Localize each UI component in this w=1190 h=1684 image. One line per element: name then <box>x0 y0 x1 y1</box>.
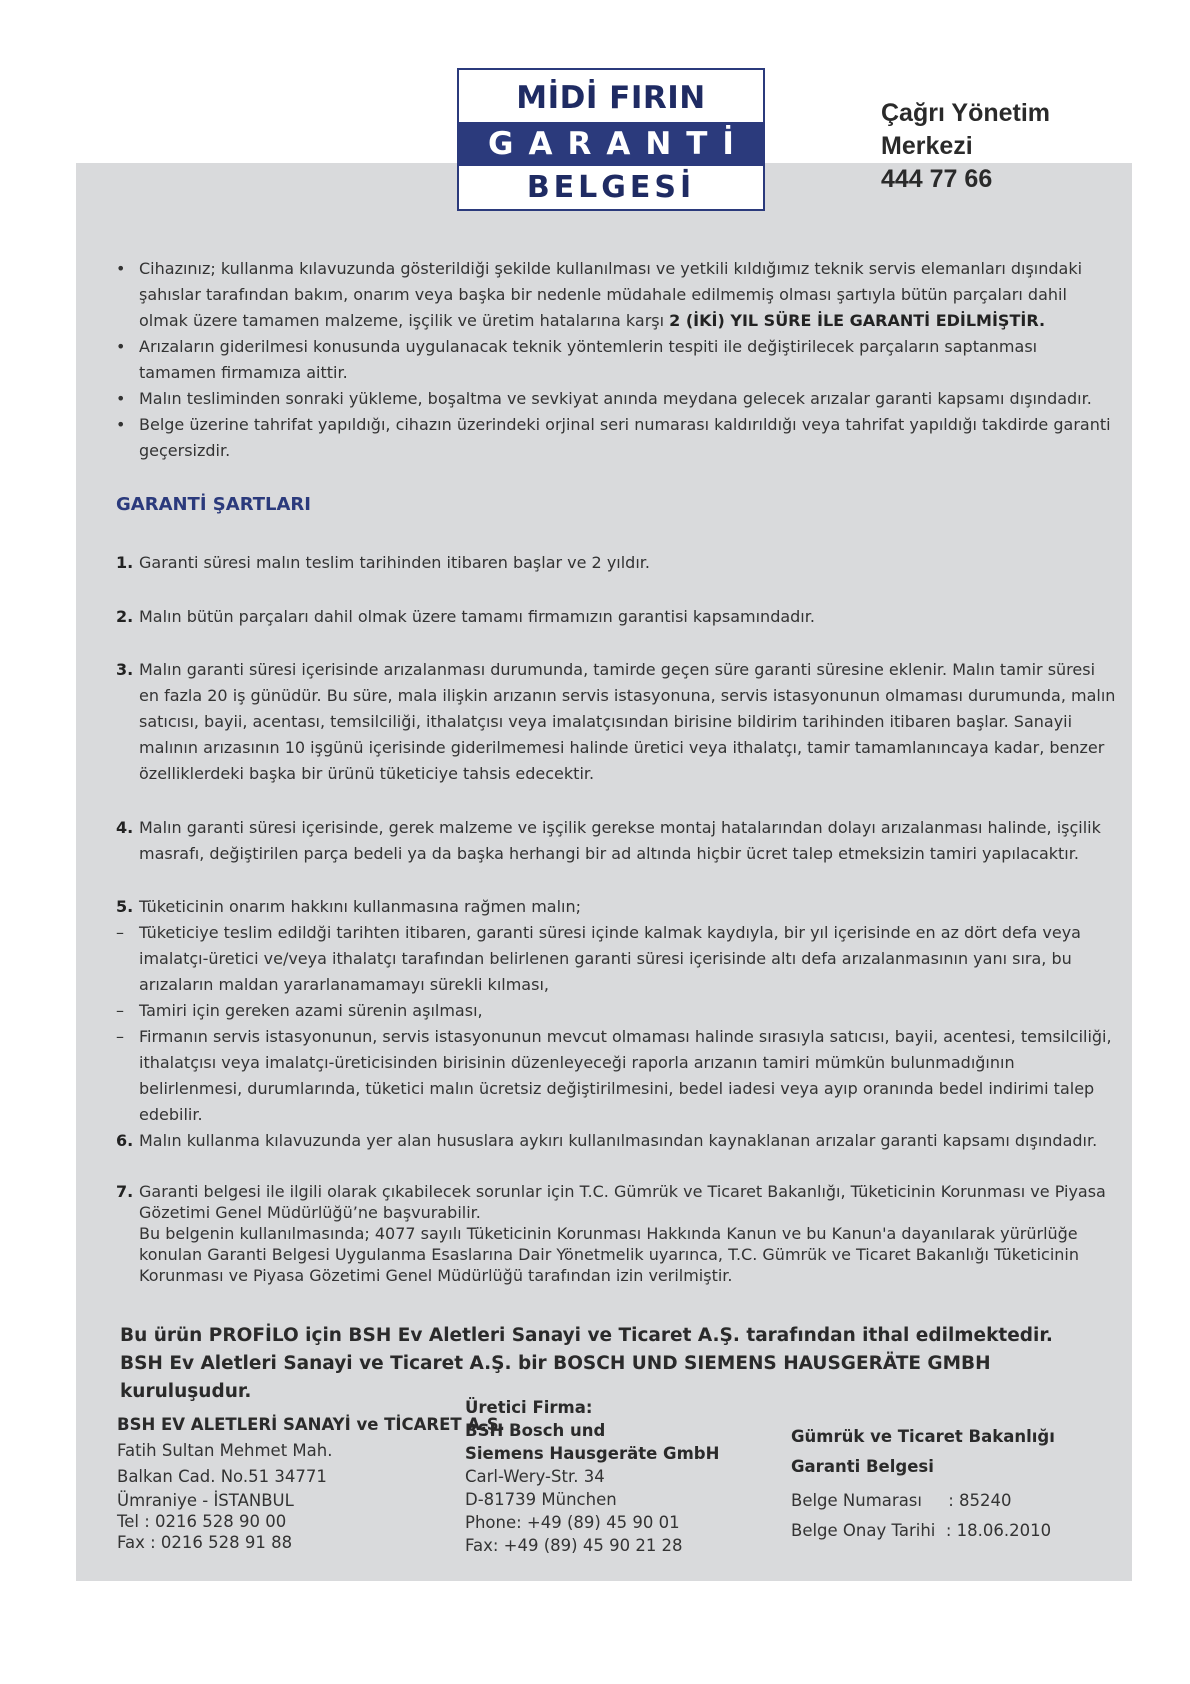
term-text: Garanti belgesi ile ilgili olarak çıkabilecek sorunlar için T.C. Gümrük ve Ticaret Bakanlığı, Tüketicinin Korunması ve Piyasa Gözetimi Genel Müdürlüğü’ne başvurabilir. <box>139 1182 1106 1222</box>
manufacturer-label: Üretici Firma: <box>465 1398 593 1417</box>
bullet-dot: • <box>116 415 126 434</box>
importer-fax: Fax : 0216 528 91 88 <box>117 1533 293 1552</box>
dash-mark: – <box>116 1027 124 1046</box>
call-center-label: Çağrı Yönetim Merkezi <box>881 99 1051 160</box>
subitem-text: Firmanın servis istasyonunun, servis istasyonunun mevcut olmaması halinde sırasıyla satıcısı, bayii, acentesi, temsilciliği, ithalatçısı veya imalatçı-üreticisinden birisinin düzenleyeceği raporla arızanın tamiri mümkün bulunmadığının belirlenmesi, durumlarında, tüketici malın ücretsiz değiştirilmesini, bedel iadesi veya ayıp oranında bedel indirimi talep edebilir. <box>139 1027 1112 1124</box>
bullet-text: Arızaların giderilmesi konusunda uygulanacak teknik yöntemlerin tespiti ile değiştirilecek parçaların saptanması tamamen firmamıza aittir. <box>139 337 1038 382</box>
approval-date: Belge Onay Tarihi : 18.06.2010 <box>791 1521 1052 1540</box>
terms-title: GARANTİ ŞARTLARI <box>116 494 311 515</box>
call-center-phone: 444 77 66 <box>881 165 993 193</box>
importer-info <box>117 1412 505 1553</box>
statement-line: Bu ürün PROFİLO için BSH Ev Aletleri Sanayi ve Ticaret A.Ş. tarafından ithal edilmektedir. <box>120 1325 1053 1346</box>
intro-bullet <box>112 412 1112 464</box>
bullet-text: Cihazınız; kullanma kılavuzunda gösterildiği şekilde kullanılması ve yetkili kıldığımız teknik servis elemanları dışındaki şahıslar tarafından bakım, onarım veya başka bir nedenle müdahale edilmemiş olması şartıyla bütün parçaları dahil olmak üzere tamamen malzeme, işçilik ve üretim hatalarına karşı <box>139 259 1083 330</box>
term-text: Garanti süresi malın teslim tarihinden itibaren başlar ve 2 yıldır. <box>139 553 650 572</box>
term-item <box>116 550 1116 576</box>
term-number: 3. <box>116 660 134 679</box>
term-number: 2. <box>116 607 134 626</box>
dash-mark: – <box>116 1001 124 1020</box>
title-box <box>457 68 765 211</box>
term5-subitem <box>116 1024 1116 1128</box>
term-text: Malın garanti süresi içerisinde arızalanması durumunda, tamirde geçen süre garanti süresine eklenir. Malın tamir süresi en fazla 20 iş günüdür. Bu süre, mala ilişkin arızanın servis istasyonuna, servis istasyonunun olmaması durumunda, malın satıcısı, bayii, acentası, temsilciliği, ithalatçısı veya imalatçısından birisine bildirim tarihinden itibaren başlar. Sanayii malının arızasının 10 işgünü içerisinde giderilmemesi halinde üretici veya ithalatçı, tamir tamamlanıncaya kadar, benzer özelliklerdeki başka bir ürünü tüketiciye tahsis edecektir. <box>139 660 1116 783</box>
warranty-period-text: 2 (İKİ) YIL SÜRE İLE GARANTİ EDİLMİŞTİR. <box>669 311 1046 330</box>
term-number: 1. <box>116 553 134 572</box>
term-text: Malın bütün parçaları dahil olmak üzere tamamı firmamızın garantisi kapsamındadır. <box>139 607 815 626</box>
ministry-doc: Garanti Belgesi <box>791 1457 934 1476</box>
title-warranty: GARANTİ <box>459 122 763 166</box>
manufacturer-fax: Fax: +49 (89) 45 90 21 28 <box>465 1536 683 1555</box>
manufacturer-name: Siemens Hausgeräte GmbH <box>465 1444 720 1463</box>
term5-subitem <box>116 998 1116 1024</box>
statement-line: BSH Ev Aletleri Sanayi ve Ticaret A.Ş. bir BOSCH UND SIEMENS HAUSGERÄTE GMBH kuruluşudur. <box>120 1353 991 1402</box>
term-item <box>116 1181 1116 1286</box>
intro-bullet <box>112 256 1112 334</box>
term-text: Malın kullanma kılavuzunda yer alan hususlara aykırı kullanılmasından kaynaklanan arızalar garanti kapsamı dışındadır. <box>139 1131 1098 1150</box>
bullet-dot: • <box>116 389 126 408</box>
certificate-number: Belge Numarası : 85240 <box>791 1491 1012 1510</box>
manufacturer-name: BSH Bosch und <box>465 1421 606 1440</box>
term-number: 7. <box>116 1182 134 1201</box>
manufacturer-phone: Phone: +49 (89) 45 90 01 <box>465 1513 680 1532</box>
term-text: Malın garanti süresi içerisinde, gerek malzeme ve işçilik gerekse montaj hatalarından dolayı arızalanması halinde, işçilik masrafı, değiştirilen parça bedeli ya da başka herhangi bir ad altında hiçbir ücret talep etmeksizin tamiri yapılacaktır. <box>139 818 1101 863</box>
importer-name: BSH EV ALETLERİ SANAYİ ve TİCARET A.Ş. <box>117 1415 505 1434</box>
term-item <box>116 657 1116 787</box>
bullet-text: Belge üzerine tahrifat yapıldığı, cihazın üzerindeki orjinal seri numarası kaldırıldığı veya tahrifat yapıldığı takdirde garanti geçersizdir. <box>139 415 1111 460</box>
importer-address: Ümraniye - İSTANBUL <box>117 1491 294 1510</box>
term5-subitem <box>116 920 1116 998</box>
importer-tel: Tel : 0216 528 90 00 <box>117 1512 287 1531</box>
intro-bullets <box>112 256 1112 464</box>
ministry-info <box>791 1422 1055 1546</box>
dash-mark: – <box>116 923 124 942</box>
title-certificate: BELGESİ <box>526 170 696 205</box>
term-item <box>116 604 1116 630</box>
bullet-text: Malın tesliminden sonraki yükleme, boşaltma ve sevkiyat anında meydana gelecek arızalar garanti kapsamı dışındadır. <box>139 389 1092 408</box>
call-center <box>881 97 1141 196</box>
term-extra-text: Bu belgenin kullanılmasında; 4077 sayılı Tüketicinin Korunması Hakkında Kanun ve bu Kanun'a dayanılarak yürürlüğe konulan Garanti Belgesi Uygulanma Esaslarına Dair Yönetmelik uyarınca, T.C. Gümrük ve Ticaret Bakanlığı Tüketicinin Korunması ve Piyasa Gözetimi Genel Müdürlüğü tarafından izin verilmiştir. <box>139 1224 1079 1285</box>
term-item <box>116 1128 1116 1154</box>
manufacturer-city: D-81739 München <box>465 1490 617 1509</box>
importer-address: Balkan Cad. No.51 34771 <box>117 1467 327 1486</box>
ministry-name: Gümrük ve Ticaret Bakanlığı <box>791 1427 1055 1446</box>
manufacturer-street: Carl-Wery-Str. 34 <box>465 1467 605 1486</box>
subitem-text: Tamiri için gereken azami sürenin aşılması, <box>139 1001 483 1020</box>
manufacturer-info <box>465 1396 719 1557</box>
term-item <box>116 815 1116 867</box>
importer-address: Fatih Sultan Mehmet Mah. <box>117 1441 333 1460</box>
intro-bullet <box>112 386 1112 412</box>
bullet-dot: • <box>116 337 126 356</box>
term-number: 4. <box>116 818 134 837</box>
intro-bullet <box>112 334 1112 386</box>
term-number: 6. <box>116 1131 134 1150</box>
title-product: MİDİ FIRIN <box>516 80 706 116</box>
term-item <box>116 894 1116 920</box>
term-text: Tüketicinin onarım hakkını kullanmasına rağmen malın; <box>139 897 582 916</box>
term-number: 5. <box>116 897 134 916</box>
bullet-dot: • <box>116 259 126 278</box>
subitem-text: Tüketiciye teslim edildği tarihten itibaren, garanti süresi içinde kalmak kaydıyla, bir yıl içerisinde en az dört defa veya imalatçı-üretici ve/veya ithalatçı tarafından belirlenen garanti süresi içerisinde altı defa arızalanmasının yanı sıra, bu arızaların maldan yararlanamamayı sürekli kılması, <box>139 923 1081 994</box>
importer-statement <box>120 1322 1120 1406</box>
